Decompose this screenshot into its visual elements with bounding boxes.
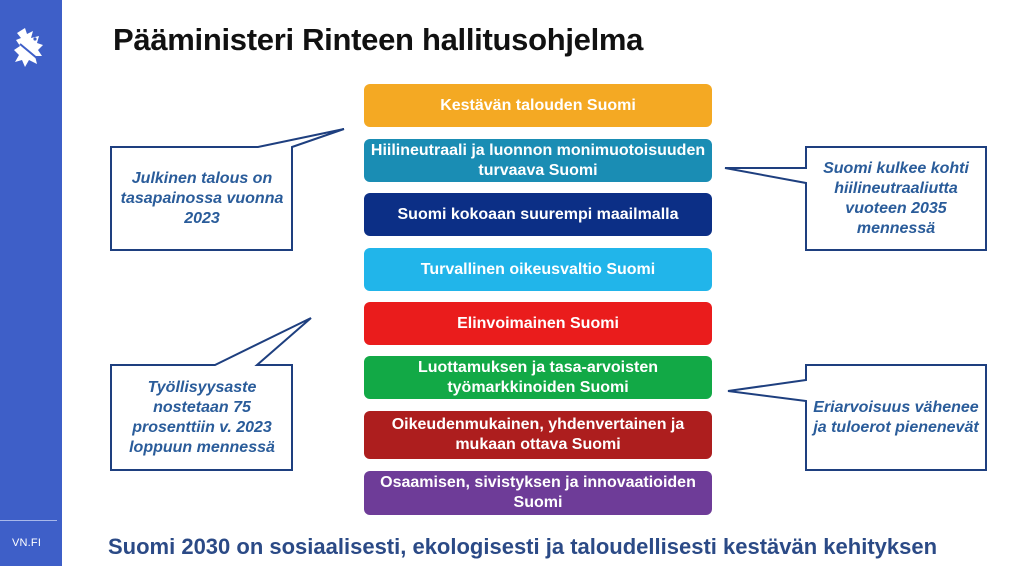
pillar-carbon-neutral: Hiilineutraali ja luonnon monimuotoisuuden turvaava Suomi xyxy=(364,139,712,182)
callout-employment: Työllisyysaste nostetaan 75 prosenttiin v. 2023 loppuun mennessä xyxy=(129,378,275,456)
pillar-sustainable-economy: Kestävän talouden Suomi xyxy=(364,84,712,127)
callout-inequality: Eriarvoisuus vähenee ja tuloerot pienenevät xyxy=(813,398,979,436)
pillar-inclusive-finland: Oikeudenmukainen, yhdenvertainen ja mukaan ottava Suomi xyxy=(364,411,712,459)
pillar-global-finland: Suomi kokoaan suurempi maailmalla xyxy=(364,193,712,236)
site-label[interactable]: VN.FI xyxy=(12,537,42,549)
pillar-vibrant-finland: Elinvoimainen Suomi xyxy=(364,302,712,345)
callout-carbon-neutral: Suomi kulkee kohti hiilineutraaliutta vuoteen 2035 mennessä xyxy=(823,159,969,237)
pillar-labour-market: Luottamuksen ja tasa-arvoisten työmarkkinoiden Suomi xyxy=(364,356,712,399)
callout-public-finance: Julkinen talous on tasapainossa vuonna 2023 xyxy=(120,169,284,227)
footer-statement: Suomi 2030 on sosiaalisesti, ekologisesti ja taloudellisesti kestävän kehityksen xyxy=(108,534,938,559)
pillar-rule-of-law: Turvallinen oikeusvaltio Suomi xyxy=(364,248,712,291)
pillar-education-innovation: Osaamisen, sivistyksen ja innovaatioiden Suomi xyxy=(364,471,712,515)
page-title: Pääministeri Rinteen hallitusohjelma xyxy=(113,22,644,57)
